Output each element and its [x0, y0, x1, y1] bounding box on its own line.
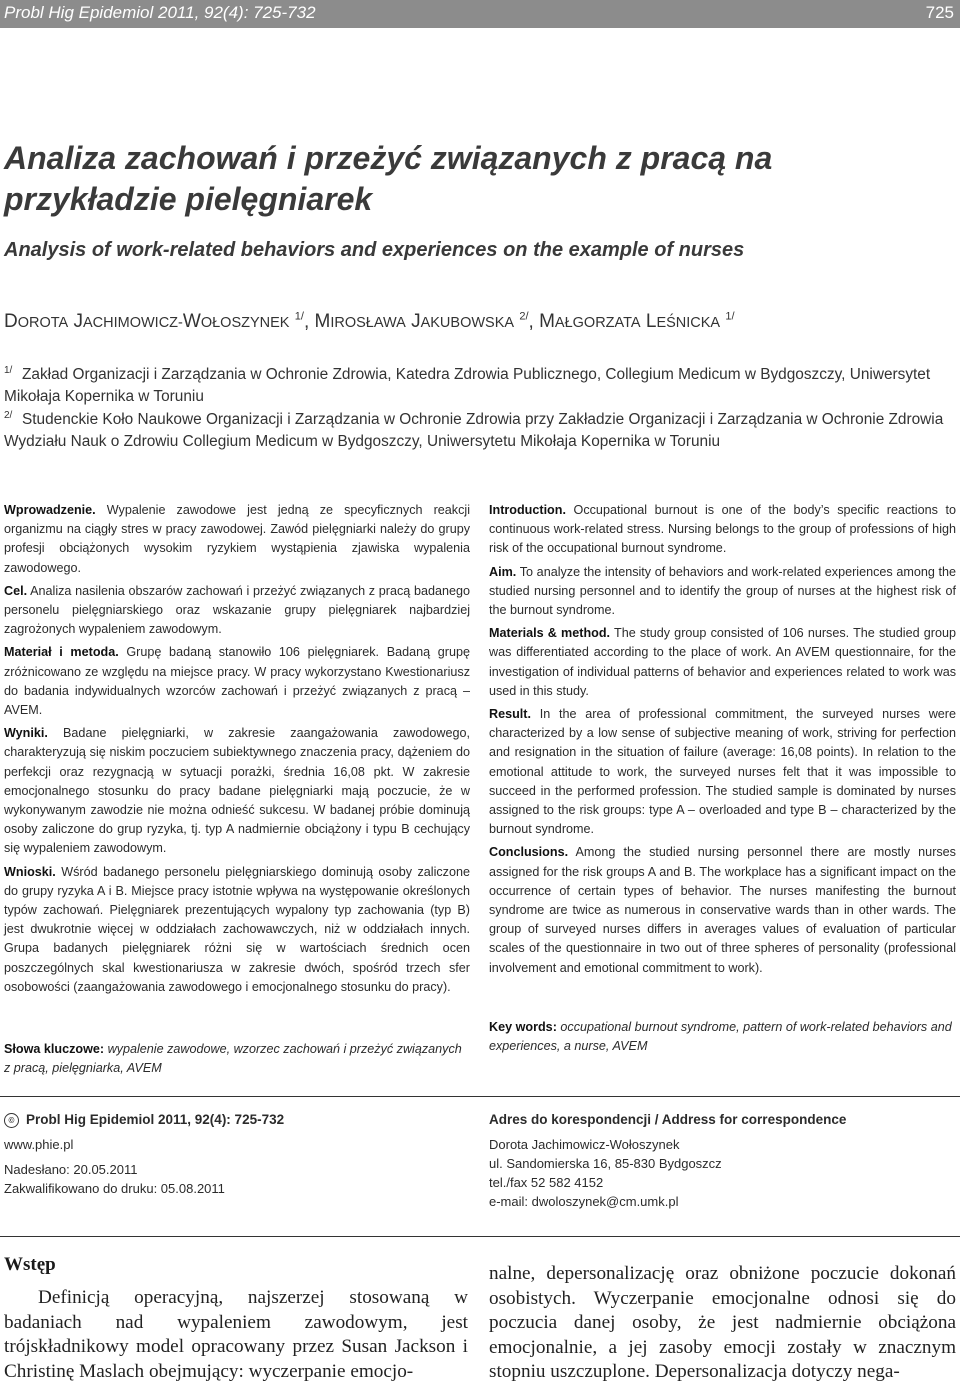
- divider-rule-top: [0, 1096, 960, 1097]
- publication-info: [4, 1110, 464, 1198]
- article-title: Analiza zachowań i przeżyć związanych z pracą na przykładzie pielęgniarek: [4, 140, 773, 217]
- keywords-polish: Słowa kluczowe: wypalenie zawodowe, wzorzec zachowań i przeżyć związanych z pracą, pielęgniarka, AVEM: [4, 1042, 462, 1076]
- abstract-english: [489, 501, 956, 982]
- citation-line: © Probl Hig Epidemiol 2011, 92(4): 725-732: [4, 1110, 464, 1129]
- abstract-en-results: Result. In the area of professional commitment, the surveyed nurses were characterized by a low sense of subjective meaning of work, striving for perfection and resignation in the situation of failure (average: 16,08 points). In relation to the emotional attitude to work, the surveyed nurses felt that it was impossible to succeed in the performed profession. The studied sample is dominated by nurses assigned to the risk groups: type A – overloaded and type B – characterized by the burnout syndrome.: [489, 707, 956, 837]
- divider-rule-bottom: [0, 1236, 960, 1237]
- affiliation-1: [4, 364, 954, 408]
- affiliation-2-text: Studenckie Koło Naukowe Organizacji i Zarządzania w Ochronie Zdrowia przy Zakładzie Organizacji i Zarządzania w Ochronie Zdrowia Wydziału Nauk o Zdrowiu Collegium Medicum w Bydgoszczy, Uniwersytetu Mikołaja Kopernika w Toruniu: [4, 411, 944, 450]
- abstract-pl-introduction: Wprowadzenie. Wypalenie zawodowe jest jedną ze specyficznych reakcji organizmu na ciągły stres w pracy zawodowej. Zawód pielęgniarki należy do grupy profesji obciążonych wysokim ryzykiem wystąpienia zjawiska wypalenia zawodowego.: [4, 503, 470, 575]
- correspondence-phone: tel./fax 52 582 4152: [489, 1175, 604, 1190]
- correspondence-email[interactable]: e-mail: dwoloszynek@cm.umk.pl: [489, 1194, 679, 1209]
- copyright-icon: ©: [4, 1113, 19, 1128]
- journal-citation: Probl Hig Epidemiol 2011, 92(4): 725-732: [4, 3, 316, 22]
- correspondence-heading: Adres do korespondencji / Address for correspondence: [489, 1112, 847, 1127]
- author-2-affiliation-mark: 2/: [519, 311, 529, 323]
- abstract-en-introduction: Introduction. Occupational burnout is one of the body’s specific reactions to continuous work-related stress. Nursing belongs to the group of professions of high risk of the occupational burnout syndrome.: [489, 503, 956, 556]
- abstract-en-method: Materials & method. The study group consisted of 106 nurses. The studied group was differentiated according to the place of work. An AVEM questionnaire, for the investigation of individual patterns of behavior and experiences related to work was used in this study.: [489, 626, 956, 698]
- journal-header-bar: [0, 0, 960, 28]
- author-3-affiliation-mark: 1/: [725, 311, 735, 323]
- keywords-english: Key words: occupational burnout syndrome, pattern of work-related behaviors and experiences, a nurse, AVEM: [489, 1020, 952, 1054]
- page-number: 725: [925, 3, 954, 22]
- journal-website-link[interactable]: www.phie.pl: [4, 1137, 74, 1152]
- abstract-en-conclusions: Conclusions. Among the studied nursing personnel there are mostly nurses assigned for the risk groups A and B. The workplace has a significant impact on the occurrence of certain types of behavior. The nurses manifesting the burnout syndrome are twice as numerous in conservative wards than in other wards. The group of surveyed nurses differs in averages values of evaluation of particular scales of the questionnaire in two out of three spheres of personality (professional involvement and emotional commitment to work).: [489, 845, 956, 975]
- abstract-en-aim: Aim. To analyze the intensity of behaviors and work-related experiences among the studied nursing personnel and to identify the group of nurses at the highest risk of the burnout syndrome.: [489, 564, 956, 618]
- article-subtitle: Analysis of work-related behaviors and experiences on the example of nurses: [4, 239, 745, 261]
- correspondence-block: [489, 1110, 956, 1211]
- affiliation-2-number: 2/: [4, 410, 13, 421]
- abstract-pl-aim: Cel. Analiza nasilenia obszarów zachowań i przeżyć związanych z pracą badanego personelu pielęgniarskiego oraz wskazanie grupy pielęgniarek najbardziej zagrożonych wypaleniem zawodowym.: [4, 583, 470, 637]
- correspondence-address: ul. Sandomierska 16, 85-830 Bydgoszcz: [489, 1156, 722, 1171]
- author-2: MIROSŁAWA JAKUBOWSKA $^{2/}$: [314, 311, 529, 333]
- affiliation-1-text: Zakład Organizacji i Zarządzania w Ochronie Zdrowia, Katedra Zdrowia Publicznego, Collegium Medicum w Bydgoszczy, Uniwersytet Mikołaja Kopernika w Toruniu: [4, 366, 931, 405]
- abstract-pl-conclusions: Wnioski. Wśród badanego personelu pielęgniarskiego dominują osoby zaliczone do grupy ryzyka A i B. Miejsce pracy istotnie wpływa na występowanie określonych typów zachowań. Pielęgniarek prezentujących wypalony typ zachowania (typ B) jest dwukrotnie więcej w oddziałach zachowawczych, niż w oddziałach innych. Grupa badanych pielęgniarek różni się w wartościach średnich ocen poszczególnych skal kwestionariusza w zakresie dwóch, spośród trzech sfer osobowości (zaangażowania zawodowego i emocjonalnego stosunku do pracy).: [4, 864, 470, 994]
- author-1-affiliation-mark: 1/: [294, 311, 304, 323]
- intro-text-right-column: nalne, depersonalizację oraz obniżone poczucie dokonań osobistych. Wyczerpanie emocjonalne odnosi się do poczucia danej osoby, że jest nadmiernie obciążona emocjonalnie, a jej zasoby emocji zostały w znacznym stopniu uszczuplone. Depersonalizacja dotyczy nega-: [489, 1263, 956, 1382]
- author-3: MAŁGORZATA LEŚNICKA $^{1/}$: [539, 311, 735, 333]
- affiliation-1-number: 1/: [4, 365, 13, 376]
- intro-text-left-column: Definicją operacyjną, najszerzej stosowaną w badaniach nad wypaleniem zawodowym, jest trójskładnikowy model opracowany przez Susan Jackson i Christinę Maslach obejmujący: wyczerpanie emocjo-: [4, 1287, 468, 1382]
- affiliation-2: [4, 409, 954, 453]
- accepted-date: Zakwalifikowano do druku: 05.08.2011: [4, 1181, 225, 1196]
- author-1: DOROTA JACHIMOWICZ-WOŁOSZYNEK $^{1/}$: [4, 311, 304, 333]
- author-list: DOROTA JACHIMOWICZ-WOŁOSZYNEK $^{1/}$, MIROSŁAWA JAKUBOWSKA $^{2/}$, MAŁGORZATA LEŚNICKA $^{1/}$: [4, 311, 735, 333]
- received-date: Nadesłano: 20.05.2011: [4, 1162, 138, 1177]
- abstract-pl-results: Wyniki. Badane pielęgniarki, w zakresie zaangażowania zawodowego, charakteryzują się niskim poczuciem subiektywnego znaczenia pracy, dążeniem do perfekcji oraz rezygnacją w sytuacji porażki, średnia 16,08 pkt. W zakresie emocjonalnego stosunku do pracy badane pielęgniarki mają poczucie, że w wykonywanym zawodzie nie można odnieść sukcesu. W badanej próbie dominują osoby zaliczone do grup ryzyka, tj. typ A nadmiernie obciążony i typu B cechujący się wypaleniem zawodowym.: [4, 726, 470, 856]
- abstract-pl-method: Materiał i metoda. Grupę badaną stanowiło 106 pielęgniarek. Badaną grupę zróżnicowano ze względu na miejsce pracy. W pracy wykorzystano Kwestionariusz do badania indywidualnych wzorców zachowań i przeżyć związanych z pracą – AVEM.: [4, 645, 470, 718]
- section-heading-introduction: Wstęp: [4, 1254, 56, 1275]
- correspondence-name: Dorota Jachimowicz-Wołoszynek: [489, 1137, 680, 1152]
- abstract-polish: [4, 501, 470, 1001]
